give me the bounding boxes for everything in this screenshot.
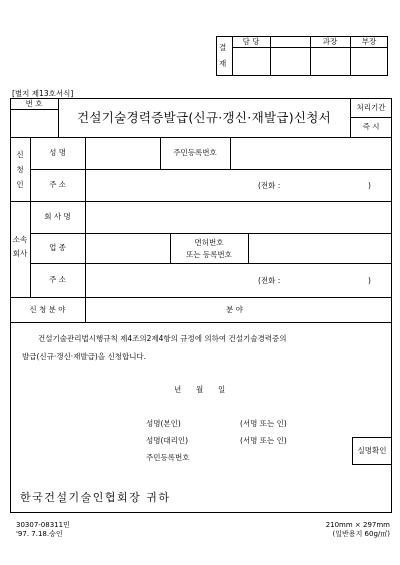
footer-size-line1: 210mm × 297mm xyxy=(325,521,390,529)
signature-self-sign[interactable]: (서명 또는 인) xyxy=(240,419,287,428)
footer-size-line2: (일반용지 60g/㎡) xyxy=(332,530,390,538)
affiliation-side-label-2: 회사 xyxy=(12,248,28,258)
footer-code-line1: 30307-08311민 xyxy=(16,521,70,529)
footer-code-line2: '97. 7.18.승인 xyxy=(16,530,63,538)
form-title: 건설기술경력증발급(신규·갱신·재발급)신청서 xyxy=(76,110,332,125)
signature-resident-no-label: 주민등록번호 xyxy=(146,453,190,462)
attachment-label: [별지 제13호서식] xyxy=(12,89,74,98)
company-phone-label: (전화 : xyxy=(258,276,281,285)
approval-col-blank xyxy=(270,36,310,47)
company-phone-field[interactable] xyxy=(292,269,362,291)
affiliation-side-label-1: 소속 xyxy=(12,234,28,244)
applicant-name-label: 성 명 xyxy=(49,148,66,158)
applicant-phone-label: (전화 : xyxy=(258,181,281,190)
body-text-line1: 건설기술관리법시행규칙 제4조의2제4항의 규정에 의하여 건설기술경력증의 xyxy=(38,334,287,343)
company-name-label: 회 사 명 xyxy=(44,212,71,222)
signature-self-label: 성명(본인) xyxy=(146,419,181,428)
processing-period-label: 처리기간 xyxy=(356,102,386,112)
license-number-field[interactable] xyxy=(249,234,391,262)
identity-verification-box[interactable] xyxy=(352,437,392,465)
applicant-name-field[interactable] xyxy=(86,138,159,168)
company-address-label: 주 소 xyxy=(49,275,66,285)
company-address-field[interactable] xyxy=(86,264,254,296)
recipient-line: 한국건설기술인협회장 귀하 xyxy=(20,491,171,504)
applicant-resident-no-label: 주민등록번호 xyxy=(173,148,217,158)
application-field-input[interactable] xyxy=(86,298,216,321)
approval-side-label-1: 결 xyxy=(219,43,227,52)
company-phone-close: ) xyxy=(368,276,371,285)
applicant-phone-field[interactable] xyxy=(292,174,362,196)
applicant-phone-close: ) xyxy=(368,181,371,190)
processing-period-value: 즉 시 xyxy=(362,122,380,132)
approval-side-label-2: 재 xyxy=(219,59,227,68)
signature-proxy-label: 성명(대리인) xyxy=(146,436,189,445)
applicant-resident-no-field[interactable] xyxy=(231,138,391,168)
date-month-label: 월 xyxy=(196,385,204,394)
approval-col-department-head: 부장 xyxy=(361,36,377,46)
applicant-address-label: 주 소 xyxy=(49,180,66,190)
approval-col-staff: 담 당 xyxy=(242,36,260,46)
date-year-label: 년 xyxy=(174,385,182,394)
approval-col-section-chief: 과장 xyxy=(322,36,338,46)
applicant-address-field[interactable] xyxy=(86,170,254,200)
license-label-1: 면허번호 xyxy=(194,237,224,247)
body-text-line2: 발급(신규·갱신·재발급)을 신청합니다. xyxy=(22,352,147,361)
number-label: 번 호 xyxy=(25,98,43,108)
date-day-label: 일 xyxy=(218,385,226,394)
business-type-field[interactable] xyxy=(86,234,169,262)
license-label-2: 또는 등록번호 xyxy=(186,249,232,259)
identity-verification-label: 실명확인 xyxy=(357,446,387,456)
application-field-value-label: 분 야 xyxy=(226,305,243,314)
applicant-side-label-1: 신 xyxy=(16,149,24,159)
application-field-label: 신 청 분 야 xyxy=(29,304,66,314)
business-type-label: 업 종 xyxy=(49,243,66,253)
signature-proxy-sign[interactable]: (서명 또는 인) xyxy=(240,436,287,445)
company-name-field[interactable] xyxy=(86,202,391,232)
applicant-side-label-3: 인 xyxy=(16,179,24,189)
applicant-side-label-2: 청 xyxy=(16,164,24,174)
